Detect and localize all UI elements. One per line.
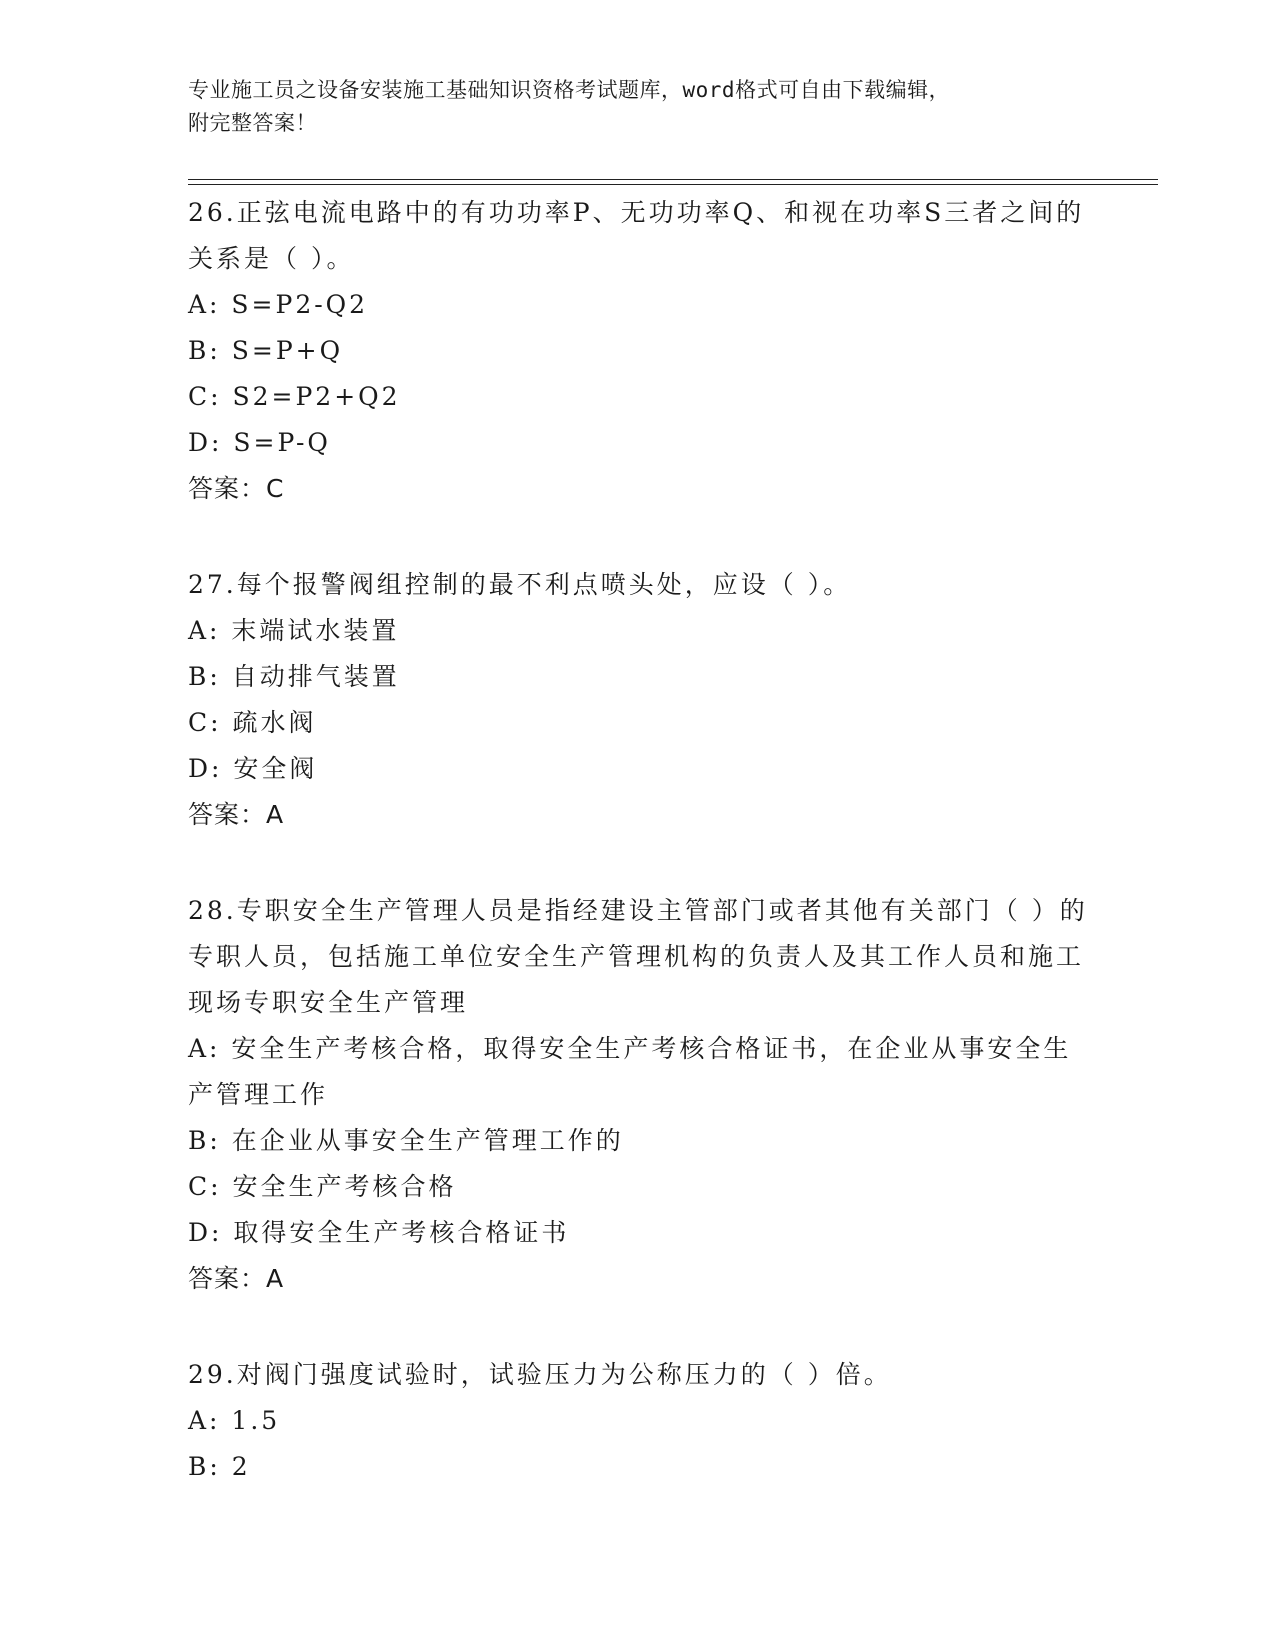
question-stem: 29.对阀门强度试验时，试验压力为公称压力的（ ）倍。 xyxy=(188,1360,892,1389)
option-d: D: S=P-Q xyxy=(188,428,331,457)
question-stem: 28.专职安全生产管理人员是指经建设主管部门或者其他有关部门（ ）的专职人员，包括施工单位安全生产管理机构的负责人及其工作人员和施工现场专职安全生产管理 xyxy=(188,896,1088,1017)
header-intro-line-2: 附完整答案！ xyxy=(188,111,317,135)
header-divider-bottom xyxy=(188,184,1158,185)
option-c: C: 安全生产考核合格 xyxy=(188,1172,457,1201)
question-28 xyxy=(188,888,1088,1302)
question-26 xyxy=(188,190,1088,512)
question-list xyxy=(188,190,1088,1540)
option-list xyxy=(188,282,1088,466)
header-divider-top xyxy=(188,179,1158,180)
option-a: A: 安全生产考核合格，取得安全生产考核合格证书，在企业从事安全生产管理工作 xyxy=(188,1034,1072,1109)
answer-line: 答案：C xyxy=(188,474,285,503)
option-list xyxy=(188,1398,1088,1490)
option-a: A: 末端试水装置 xyxy=(188,616,400,645)
question-27 xyxy=(188,562,1088,838)
question-stem: 26.正弦电流电路中的有功功率P、无功功率Q、和视在功率S三者之间的关系是（ ）。 xyxy=(188,198,1085,273)
option-d: D: 取得安全生产考核合格证书 xyxy=(188,1218,570,1247)
option-b: B: 在企业从事安全生产管理工作的 xyxy=(188,1126,624,1155)
option-list xyxy=(188,1026,1088,1256)
option-d: D: 安全阀 xyxy=(188,754,318,783)
question-stem: 27.每个报警阀组控制的最不利点喷头处，应设（ ）。 xyxy=(188,570,852,599)
option-b: B: 自动排气装置 xyxy=(188,662,400,691)
option-b: B: 2 xyxy=(188,1452,251,1481)
answer-line: 答案：A xyxy=(188,1264,285,1293)
document-header xyxy=(188,74,1068,140)
option-list xyxy=(188,608,1088,792)
question-29 xyxy=(188,1352,1088,1490)
option-b: B: S=P+Q xyxy=(188,336,344,365)
answer-line: 答案：A xyxy=(188,800,285,829)
header-intro-line-1: 专业施工员之设备安装施工基础知识资格考试题库，word格式可自由下载编辑， xyxy=(188,78,951,102)
option-a: A: 1.5 xyxy=(188,1406,281,1435)
option-c: C: 疏水阀 xyxy=(188,708,317,737)
option-c: C: S2=P2+Q2 xyxy=(188,382,401,411)
option-a: A: S=P2-Q2 xyxy=(188,290,369,319)
